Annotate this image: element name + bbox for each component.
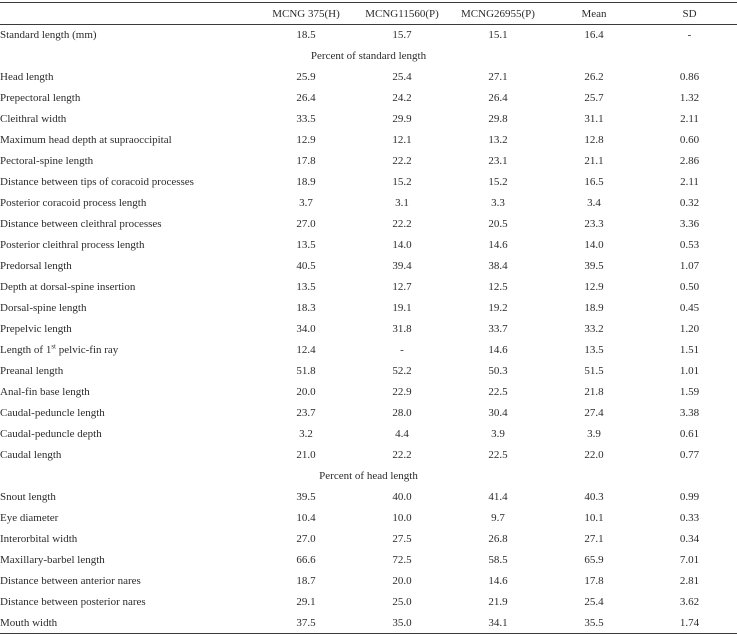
value-cell: 10.4: [296, 512, 316, 524]
table-row: [0, 256, 737, 277]
table-row: [0, 529, 737, 550]
value-cell: 0.53: [679, 239, 700, 251]
value-cell: 15.2: [392, 176, 412, 188]
value-cell: 3.9: [587, 428, 601, 440]
value-cell: 12.1: [392, 134, 412, 146]
value-cell: 16.4: [584, 29, 604, 42]
table-row: [0, 193, 737, 214]
value-cell: 31.8: [392, 323, 412, 335]
value-cell: 27.4: [584, 407, 604, 419]
row-label-superscript: st: [51, 342, 56, 351]
table-row: [0, 235, 737, 256]
value-cell: 22.2: [392, 449, 412, 461]
table-row: [0, 277, 737, 298]
table-row: [0, 298, 737, 319]
value-cell: 1.01: [679, 365, 700, 377]
section-heading: Percent of standard length: [310, 50, 427, 62]
value-cell: 15.1: [488, 29, 508, 42]
row-label: Distance between anterior nares: [0, 575, 141, 587]
value-cell: 22.5: [488, 449, 508, 461]
value-cell: 3.1: [395, 197, 409, 209]
value-cell: 40.5: [296, 260, 316, 272]
value-cell: 25.0: [392, 596, 412, 608]
value-cell: 33.7: [488, 323, 508, 335]
value-cell: 25.4: [392, 71, 412, 83]
table-row: [0, 67, 737, 88]
value-cell: 33.5: [296, 113, 316, 125]
header-cell: MCNG11560(P): [354, 3, 450, 25]
table-row: [0, 403, 737, 424]
value-cell: 3.9: [491, 428, 505, 440]
value-cell: 23.3: [584, 218, 604, 230]
value-cell: 3.2: [299, 428, 313, 440]
row-label: Distance between posterior nares: [0, 596, 146, 608]
value-cell: 27.1: [488, 71, 508, 83]
row-label-text: Length of 1: [0, 344, 52, 356]
value-cell: 0.86: [679, 71, 700, 83]
value-cell: 0.61: [679, 428, 700, 440]
value-cell: 9.7: [491, 512, 505, 524]
value-cell: 4.4: [395, 428, 409, 440]
row-label: Depth at dorsal-spine insertion: [0, 281, 136, 293]
value-cell: 13.5: [296, 281, 316, 293]
section-heading: Percent of head length: [319, 470, 418, 482]
row-label: Interorbital width: [0, 533, 78, 545]
row-label: Prepectoral length: [0, 92, 81, 104]
value-cell: 19.2: [488, 302, 508, 314]
value-cell: 51.5: [584, 365, 604, 377]
value-cell: 39.5: [584, 260, 604, 272]
value-cell: 26.4: [296, 92, 316, 104]
row-label: Caudal-peduncle depth: [0, 428, 102, 440]
value-cell: 65.9: [584, 554, 604, 566]
value-cell: 0.77: [679, 449, 700, 461]
row-label: Dorsal-spine length: [0, 302, 87, 314]
morphometric-table: [0, 2, 737, 634]
value-cell: 24.2: [392, 92, 412, 104]
value-cell: 10.0: [392, 512, 412, 524]
value-cell: 18.7: [296, 575, 316, 587]
value-cell: 27.0: [296, 533, 316, 545]
table-body: [0, 25, 737, 634]
value-cell: 21.1: [584, 155, 604, 167]
value-cell: 13.2: [488, 134, 508, 146]
value-cell: 14.0: [392, 239, 412, 251]
value-cell: 2.11: [680, 113, 699, 125]
row-label: Preanal length: [0, 365, 64, 377]
value-cell: 19.1: [392, 302, 412, 314]
value-cell: 52.2: [392, 365, 412, 377]
value-cell: 39.5: [296, 491, 316, 503]
row-label: Distance between cleithral processes: [0, 218, 162, 230]
value-cell: 12.9: [584, 281, 604, 293]
value-cell: 51.8: [296, 365, 316, 377]
value-cell: 2.11: [680, 176, 699, 188]
value-cell: 2.81: [679, 575, 700, 587]
table-row: [0, 130, 737, 151]
value-cell: 10.1: [584, 512, 604, 524]
row-label: Posterior coracoid process length: [0, 197, 147, 209]
value-cell: 3.4: [587, 197, 601, 209]
value-cell: 13.5: [296, 239, 316, 251]
value-cell: 14.0: [584, 239, 604, 251]
value-cell: 25.7: [584, 92, 604, 104]
row-label: Caudal length: [0, 449, 62, 461]
table-row: [0, 214, 737, 235]
value-cell: -: [687, 29, 692, 42]
row-label: Maximum head depth at supraoccipital: [0, 134, 172, 146]
value-cell: 20.0: [392, 575, 412, 587]
table-row: [0, 424, 737, 445]
value-cell: 26.4: [488, 92, 508, 104]
header-cell: Mean: [546, 3, 642, 25]
value-cell: 7.01: [679, 554, 700, 566]
row-label: Pectoral-spine length: [0, 155, 94, 167]
row-label: Eye diameter: [0, 512, 59, 524]
value-cell: 34.1: [450, 613, 546, 634]
value-cell: 58.5: [488, 554, 508, 566]
header-cell: MCNG26955(P): [450, 3, 546, 25]
table-row: [0, 550, 737, 571]
value-cell: 18.9: [296, 176, 316, 188]
row-label: Distance between tips of coracoid processes: [0, 176, 194, 188]
value-cell: 50.3: [488, 365, 508, 377]
value-cell: 22.9: [392, 386, 412, 398]
value-cell: 35.5: [546, 613, 642, 634]
table-row: [0, 613, 737, 634]
value-cell: 2.86: [679, 155, 700, 167]
value-cell: 0.99: [679, 491, 700, 503]
value-cell: 15.2: [488, 176, 508, 188]
table-row: [0, 508, 737, 529]
row-label: Standard length (mm): [0, 29, 97, 42]
table-row: [0, 592, 737, 613]
value-cell: 17.8: [296, 155, 316, 167]
value-cell: 25.9: [296, 71, 316, 83]
value-cell: 22.2: [392, 218, 412, 230]
value-cell: 15.7: [392, 29, 412, 42]
value-cell: 34.0: [296, 323, 316, 335]
value-cell: 14.6: [488, 344, 508, 356]
value-cell: 21.0: [296, 449, 316, 461]
value-cell: 66.6: [296, 554, 316, 566]
table-row: [0, 88, 737, 109]
section-heading-row: [0, 466, 737, 487]
value-cell: 12.4: [296, 344, 316, 356]
value-cell: 38.4: [488, 260, 508, 272]
table-row: [0, 109, 737, 130]
table-row: [0, 340, 737, 361]
row-label: Prepelvic length: [0, 323, 72, 335]
value-cell: 12.9: [296, 134, 316, 146]
value-cell: 0.45: [679, 302, 700, 314]
value-cell: 27.1: [584, 533, 604, 545]
value-cell: 37.5: [258, 613, 354, 634]
value-cell: 1.51: [679, 344, 700, 356]
row-label: Predorsal length: [0, 260, 72, 272]
value-cell: 0.33: [679, 512, 700, 524]
value-cell: 25.4: [584, 596, 604, 608]
header-row: [0, 3, 737, 25]
row-label: [0, 340, 258, 361]
table-row: [0, 487, 737, 508]
table-row: [0, 25, 737, 46]
row-label: Head length: [0, 71, 54, 83]
table-row: [0, 445, 737, 466]
value-cell: 27.0: [296, 218, 316, 230]
value-cell: 23.1: [488, 155, 508, 167]
row-label: Mouth width: [0, 613, 258, 634]
value-cell: 26.8: [488, 533, 508, 545]
table-row: [0, 361, 737, 382]
value-cell: 20.0: [296, 386, 316, 398]
section-heading-row: [0, 46, 737, 67]
value-cell: 35.0: [354, 613, 450, 634]
value-cell: 33.2: [584, 323, 604, 335]
value-cell: 12.8: [584, 134, 604, 146]
value-cell: 14.6: [488, 239, 508, 251]
value-cell: 16.5: [584, 176, 604, 188]
table-header: [0, 3, 737, 25]
table-row: [0, 382, 737, 403]
row-label: Snout length: [0, 491, 56, 503]
value-cell: 28.0: [392, 407, 412, 419]
value-cell: 18.5: [296, 29, 316, 42]
value-cell: 31.1: [584, 113, 604, 125]
table-row: [0, 151, 737, 172]
value-cell: 12.5: [488, 281, 508, 293]
value-cell: 22.2: [392, 155, 412, 167]
value-cell: 72.5: [392, 554, 412, 566]
value-cell: 17.8: [584, 575, 604, 587]
value-cell: 1.74: [642, 613, 737, 634]
value-cell: 3.7: [299, 197, 313, 209]
table-row: [0, 319, 737, 340]
value-cell: 22.5: [488, 386, 508, 398]
table-row: [0, 571, 737, 592]
header-cell: MCNG 375(H): [258, 3, 354, 25]
value-cell: 18.3: [296, 302, 316, 314]
value-cell: -: [400, 344, 404, 356]
row-label: Posterior cleithral process length: [0, 239, 145, 251]
value-cell: 0.32: [679, 197, 700, 209]
value-cell: 3.36: [679, 218, 700, 230]
value-cell: 1.20: [679, 323, 700, 335]
value-cell: 21.8: [584, 386, 604, 398]
row-label: Maxillary-barbel length: [0, 554, 105, 566]
value-cell: 14.6: [488, 575, 508, 587]
value-cell: 30.4: [488, 407, 508, 419]
value-cell: 3.38: [679, 407, 700, 419]
row-label: Caudal-peduncle length: [0, 407, 105, 419]
value-cell: 18.9: [584, 302, 604, 314]
value-cell: 26.2: [584, 71, 604, 83]
value-cell: 0.34: [679, 533, 700, 545]
value-cell: 1.07: [679, 260, 700, 272]
value-cell: 39.4: [392, 260, 412, 272]
value-cell: 1.32: [679, 92, 700, 104]
value-cell: 0.50: [679, 281, 700, 293]
value-cell: 23.7: [296, 407, 316, 419]
value-cell: 1.59: [679, 386, 700, 398]
row-label-text: pelvic-fin ray: [56, 344, 119, 356]
value-cell: 3.3: [491, 197, 505, 209]
header-cell-label: [0, 3, 258, 25]
value-cell: 40.0: [392, 491, 412, 503]
value-cell: 41.4: [488, 491, 508, 503]
value-cell: 13.5: [584, 344, 604, 356]
value-cell: 21.9: [488, 596, 508, 608]
value-cell: 27.5: [392, 533, 412, 545]
value-cell: 29.8: [488, 113, 508, 125]
value-cell: 3.62: [679, 596, 700, 608]
value-cell: 22.0: [584, 449, 604, 461]
value-cell: 40.3: [584, 491, 604, 503]
value-cell: 12.7: [392, 281, 412, 293]
value-cell: 29.1: [296, 596, 316, 608]
value-cell: 29.9: [392, 113, 412, 125]
value-cell: 0.60: [679, 134, 700, 146]
row-label: Cleithral width: [0, 113, 67, 125]
row-label: Anal-fin base length: [0, 386, 90, 398]
table-row: [0, 172, 737, 193]
value-cell: 20.5: [488, 218, 508, 230]
header-cell: SD: [642, 3, 737, 25]
